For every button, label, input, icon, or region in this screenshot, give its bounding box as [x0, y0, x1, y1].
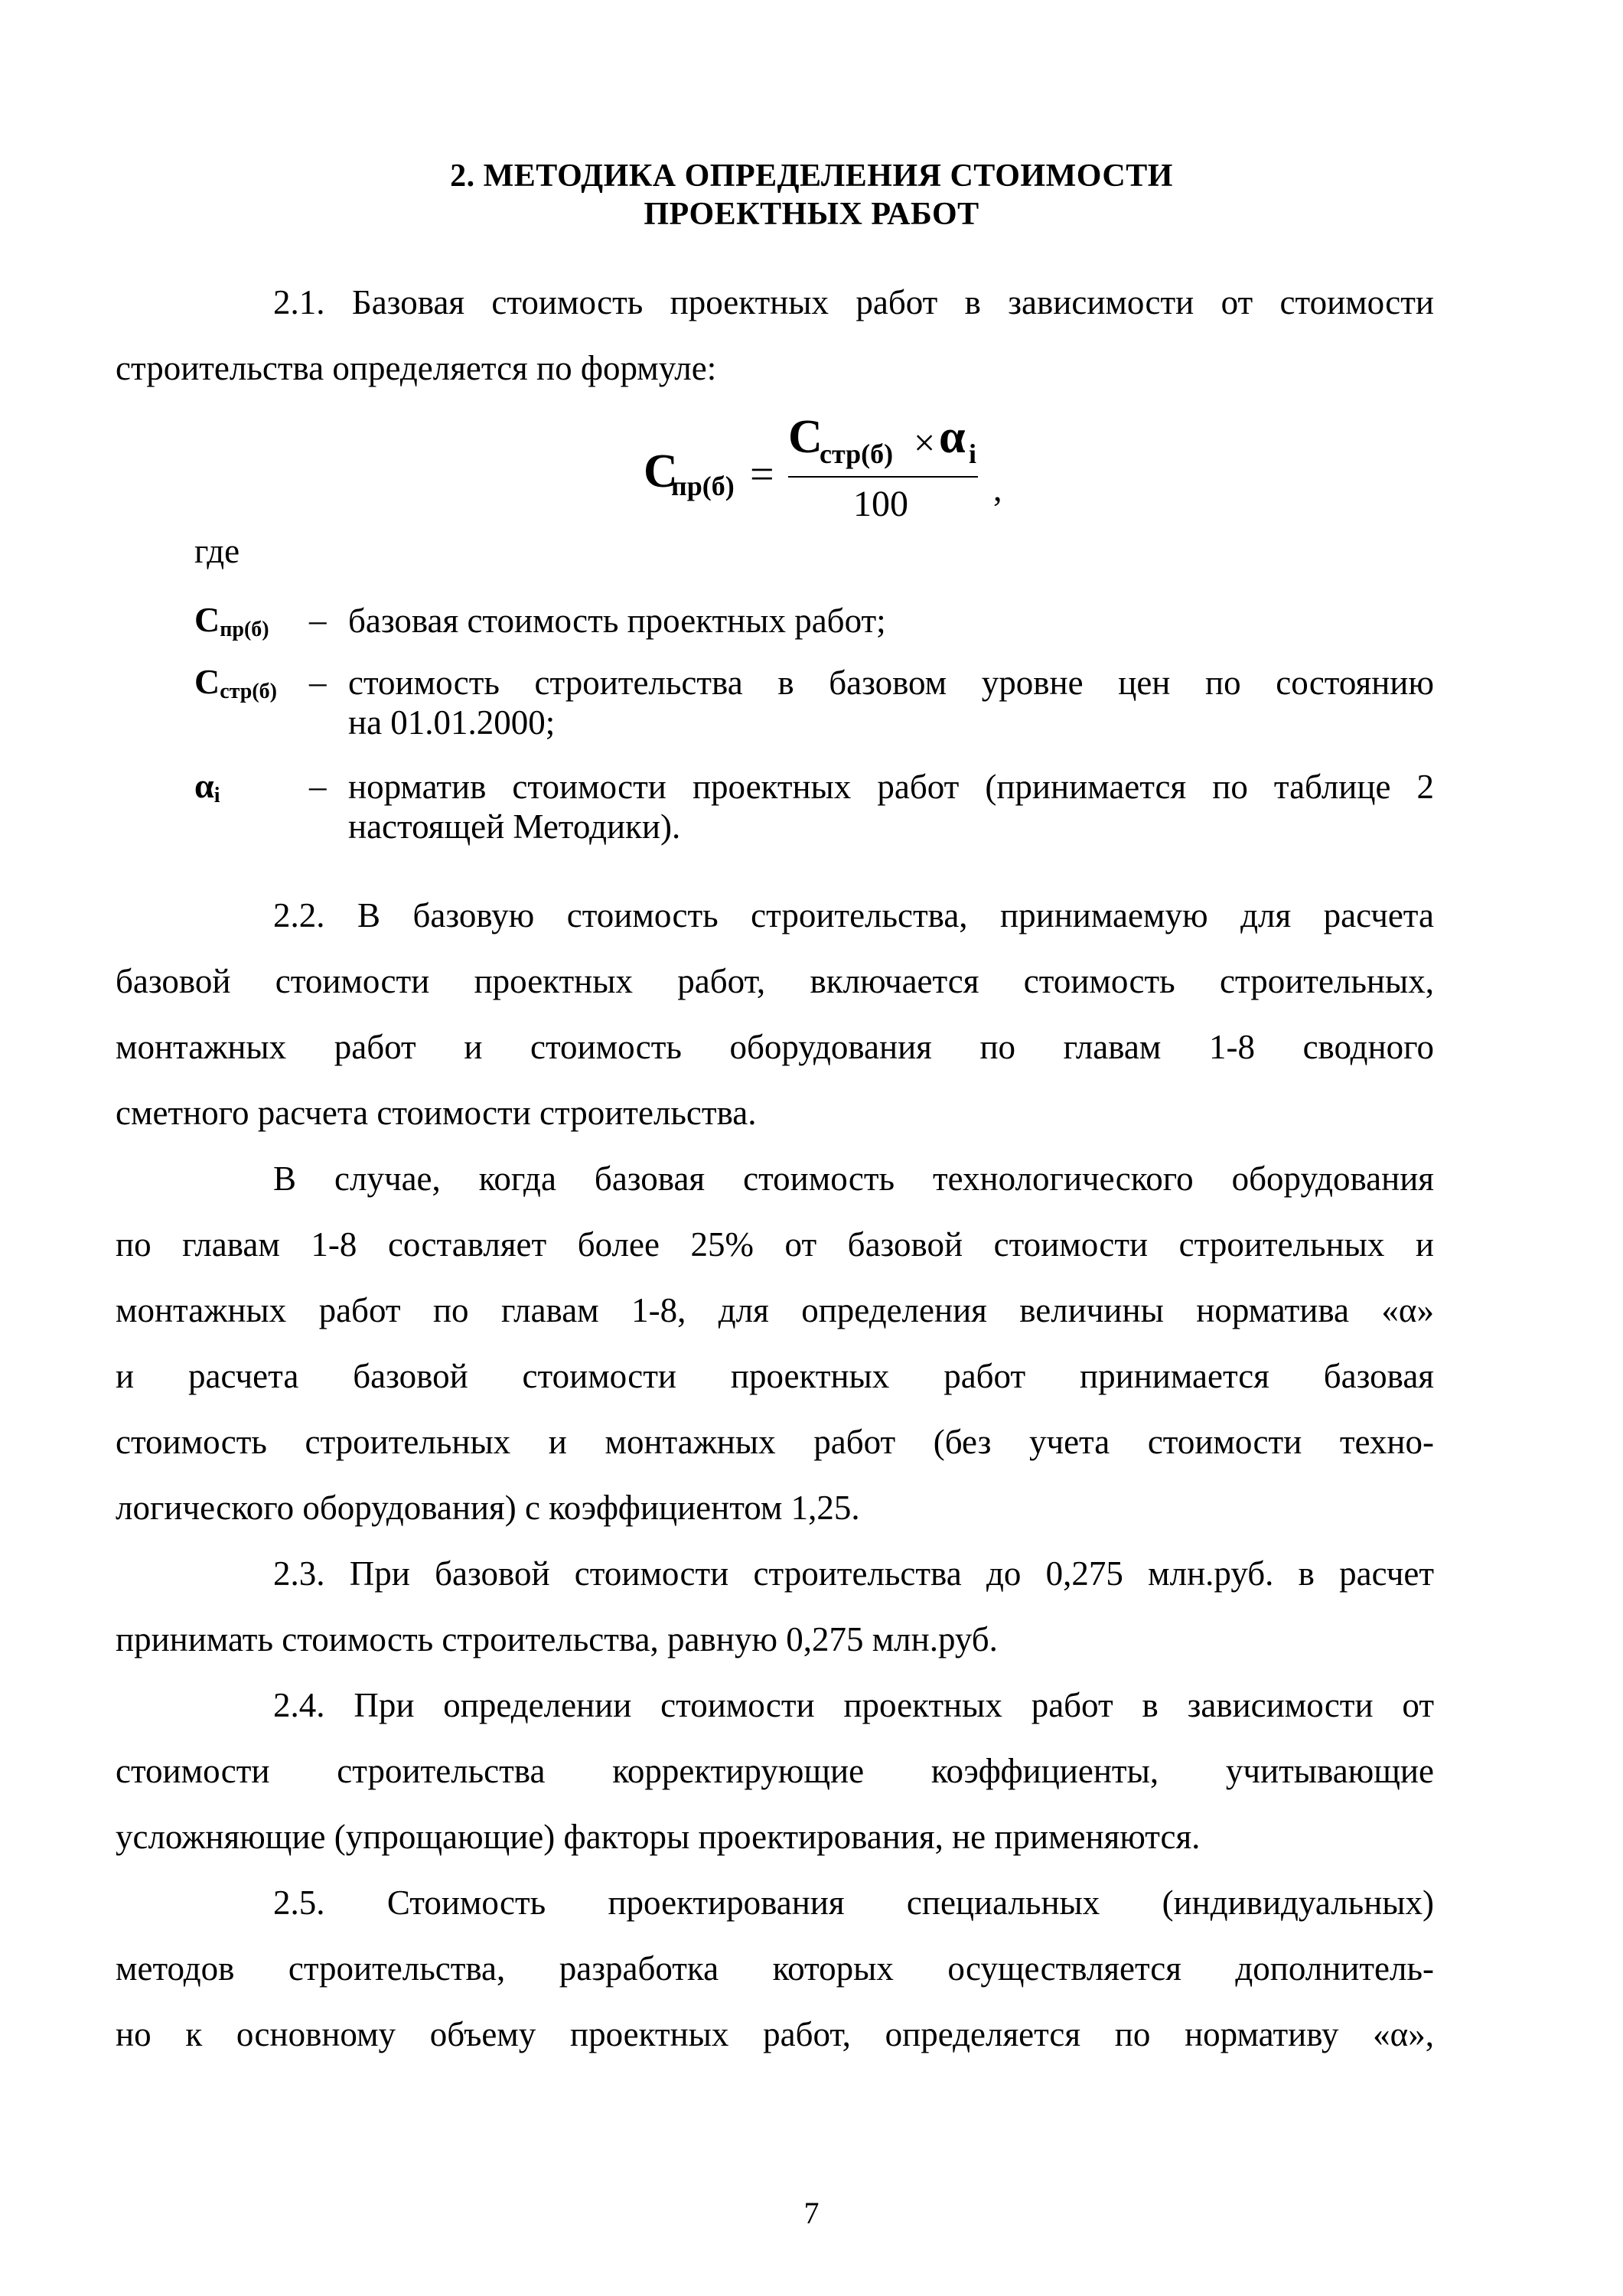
- paragraph-2-1-line-1: 2.1. Базовая стоимость проектных работ в зависимости от стоимости: [273, 283, 1434, 321]
- section-heading: [0, 157, 1623, 233]
- definition-text: базовая стоимость проектных работ;: [348, 602, 886, 640]
- formula-lhs-subscript: пр(б): [671, 471, 735, 501]
- formula-numerator-subscript: стр(б): [820, 439, 894, 469]
- paragraph-2-3: 2.3. При базовой стоимости строительства до 0,275 млн.руб. в расчет принимать стоимость строительства, равную 0,275 млн.руб.: [116, 1554, 1434, 1658]
- section-heading-line-2: ПРОЕКТНЫХ РАБОТ: [644, 197, 979, 232]
- section-heading-line-1: 2. МЕТОДИКА ОПРЕДЕЛЕНИЯ СТОИМОСТИ: [450, 158, 1173, 194]
- paragraph-2-1-line-2: строительства определяется по формуле:: [116, 349, 717, 387]
- paragraph-2-4: 2.4. При определении стоимости проектных работ в зависимости от стоимости строительства корректирующие коэффициенты, учитывающие усложняющие (упрощающие) факторы проектирования, не применяются.: [116, 1686, 1434, 1856]
- definition-dash: –: [309, 767, 327, 805]
- formula-equals: =: [750, 451, 774, 498]
- formula-lhs-symbol: С: [644, 445, 678, 497]
- definition-symbol: $\alpha_i$: [194, 766, 220, 807]
- definition-dash: –: [309, 663, 327, 701]
- formula-alpha-subscript: i: [969, 439, 977, 469]
- definition-symbol: $С_{стр(б)}$: [194, 662, 277, 703]
- definition-text: стоимость строительства в базовом уровне цен по состоянию на 01.01.2000;: [348, 664, 1434, 742]
- formula-numerator-symbol: С: [788, 411, 823, 463]
- formula-fraction-bar: [788, 476, 978, 478]
- definition-dash: –: [309, 601, 327, 639]
- paragraph-2-2: 2.2. В базовую стоимость строительства, принимаемую для расчета базовой стоимости проектных работ, включается стоимость строительных, монтажных работ и стоимость оборудования по главам 1-8 сводного сметного расчета стоимости строительства.: [116, 896, 1434, 1132]
- where-label: где: [194, 532, 240, 570]
- page-number: 7: [803, 2196, 820, 2230]
- formula-times: ×: [914, 421, 936, 464]
- paragraph-2-1: [116, 269, 1434, 401]
- paragraph-2-5: 2.5. Стоимость проектирования специальных (индивидуальных) методов строительства, разработка которых осуществляется дополнитель- но к основному объему проектных работ, определяется по нормативу «α»,: [116, 1883, 1434, 2053]
- formula-comma: ,: [993, 469, 1002, 508]
- definition-symbol: $С_{пр(б)}$: [194, 600, 269, 641]
- paragraph-case: В случае, когда базовая стоимость технологического оборудования по главам 1-8 составляет более 25% от базовой стоимости строительных и монтажных работ по главам 1-8, для определения величины норматива «α» и расчета базовой стоимости проектных работ принимается базовая стоимость строительных и монтажных работ (без учета стоимости техно- логического оборудования) с коэффициентом 1,25.: [116, 1159, 1434, 1527]
- formula-alpha-symbol: α: [939, 411, 966, 463]
- definition-text: норматив стоимости проектных работ (принимается по таблице 2 настоящей Методики).: [348, 768, 1434, 846]
- formula-denominator: 100: [853, 484, 908, 524]
